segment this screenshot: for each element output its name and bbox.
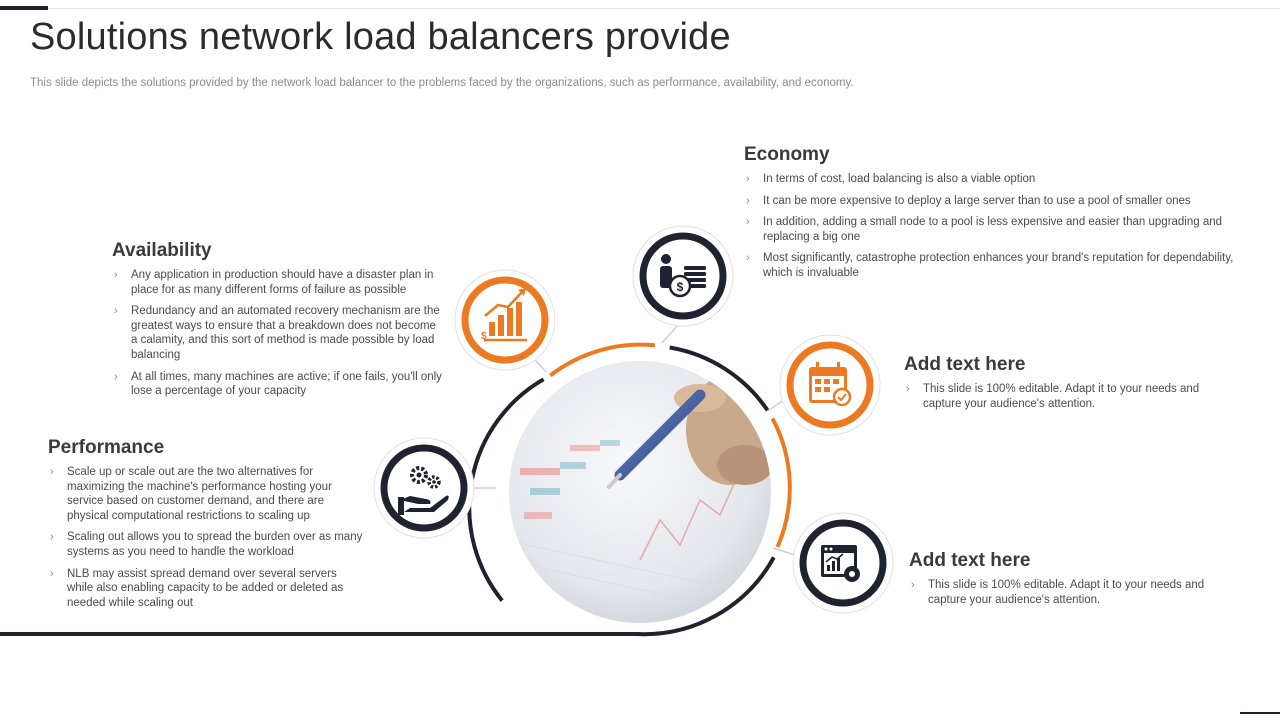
performance-heading: Performance [48,437,165,458]
list-item: › Scaling out allows you to spread the burden over as many systems as you need to handle the workload [50,531,363,558]
economy-heading: Economy [744,144,830,165]
chevron-right-icon: › [114,305,118,318]
chevron-right-icon: › [746,194,750,207]
add-text-section-1 [904,354,1234,418]
list-item: › NLB may assist spread demand over several servers while also enabling capacity to be added or deleted as needed while scaling out [50,567,344,609]
list-item: › Scale up or scale out are the two alternatives for maximizing the machine's performance hosting your service based on customer demand, and there are physical computational restrictions to scaling up [50,466,332,522]
slide-title: Solutions network load balancers provide [30,16,731,58]
chevron-right-icon: › [906,383,910,395]
chevron-right-icon: › [746,173,750,185]
list-item: › Most significantly, catastrophe protection enhances your brand's reputation for dependability, which is invaluable [746,252,1234,279]
center-photo [500,350,780,630]
browser-settings-icon [793,513,893,613]
svg-text:$: $ [481,331,487,342]
slide-subtitle: This slide depicts the solutions provided by the network load balancer to the problems faced by the organizations, such as performance, availability, and economy. [30,77,854,89]
list-item: › Redundancy and an automated recovery mechanism are the greatest ways to ensure that a breakdown does not become a calamity, and this sort of method is made possible by load balancing [114,305,440,361]
connector-add-1 [766,400,784,412]
chevron-right-icon: › [911,579,915,591]
economy-section [744,144,1234,288]
gears-hand-icon [374,438,474,538]
list-item: › In addition, adding a small node to a pool is less expensive and easier than upgrading and replacing a big one [746,216,1223,243]
chevron-right-icon: › [746,252,750,265]
add-text-heading-1: Add text here [904,354,1026,375]
chevron-right-icon: › [50,466,54,478]
chevron-right-icon: › [50,567,54,580]
add-text-section-2 [909,550,1239,614]
connector-economy [662,325,678,343]
chevron-right-icon: › [50,531,54,544]
chevron-right-icon: › [746,216,750,229]
add-text-bullets-2 [909,578,1239,607]
chevron-right-icon: › [114,269,118,281]
growth-chart-icon [455,270,555,370]
availability-bullets [112,268,442,399]
connector-add-2 [773,548,795,555]
list-item: › At all times, many machines are active; if one fails, you'll only lose a percentage of your capacity [114,370,442,398]
arc-orange-right [773,418,790,547]
performance-bullets [48,465,366,610]
economy-bullets [744,172,1234,281]
performance-section [48,437,366,617]
money-coins-icon [633,226,733,326]
list-item: › Any application in production should have a disaster plan in place for as many different forms of failure as possible [114,269,434,296]
add-text-heading-2: Add text here [909,550,1031,571]
add-text-bullets-1 [904,382,1234,411]
availability-section [112,240,442,406]
chevron-right-icon: › [114,370,118,383]
availability-heading: Availability [112,240,212,261]
connector-availability [535,360,546,372]
calendar-check-icon [780,335,880,435]
list-item: › This slide is 100% editable. Adapt it to your needs and capture your audience's attention. [911,579,1205,606]
svg-text:$: $ [676,280,684,294]
list-item: › It can be more expensive to deploy a large server than to use a pool of smaller ones [746,194,1191,207]
list-item: › This slide is 100% editable. Adapt it to your needs and capture your audience's attention. [906,383,1200,410]
list-item: › In terms of cost, load balancing is also a viable option [746,173,1036,185]
bottom-accent-bar [1240,712,1280,714]
